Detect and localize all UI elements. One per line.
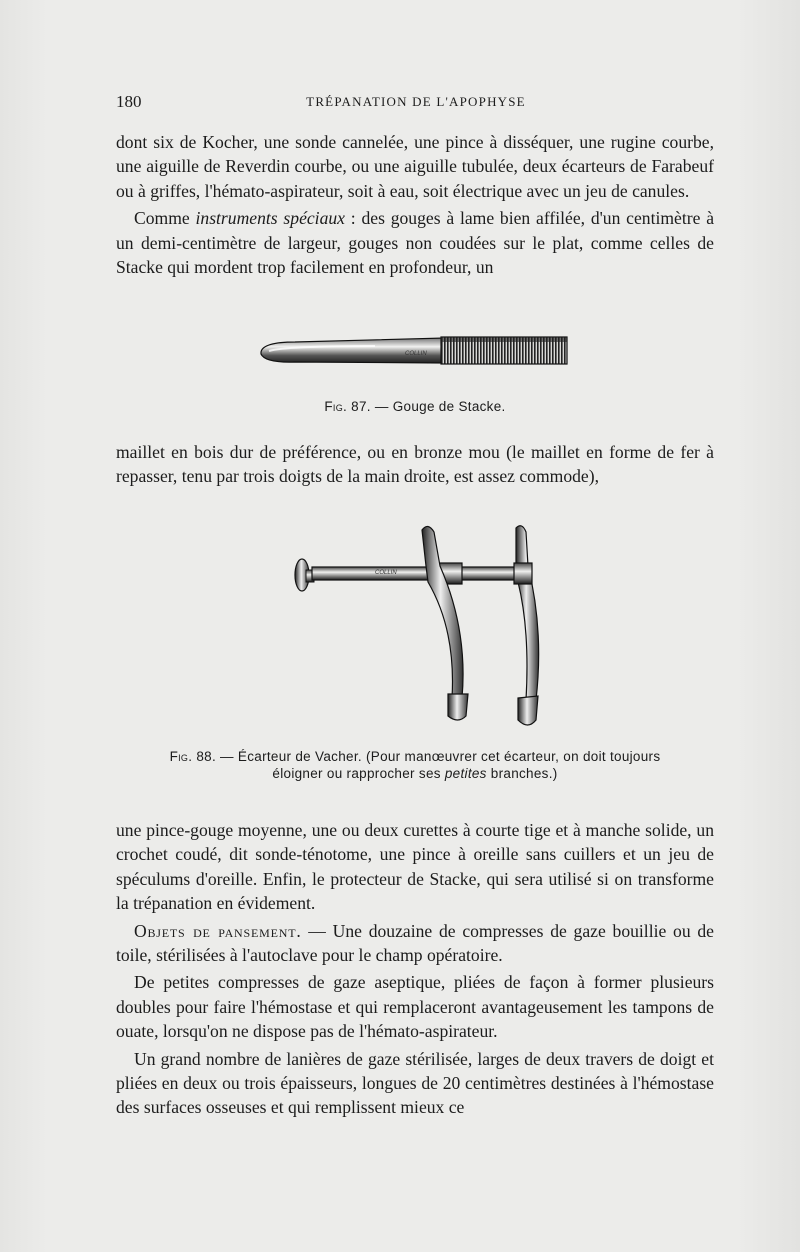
fig87-label: Fig. 87.	[324, 399, 371, 414]
figure-88-ecarteur-illustration	[290, 520, 550, 740]
fig88-line2-ital: petites	[444, 766, 487, 781]
fig88-text: — Écarteur de Vacher. (Pour manœuvrer cet écarteur, on doit toujours	[216, 749, 661, 764]
fig88-line2-post: branches.)	[486, 766, 558, 781]
figure-87-gouge-illustration	[255, 332, 575, 374]
paragraph-lanieres: Un grand nombre de lanières de gaze stérilisée, larges de deux travers de doigt et pliées en deux ou trois épaisseurs, longues de 20 centimètres destinées à l'hémostase des surfaces osseuses et qui remplissent mieux ce	[116, 1048, 714, 1118]
fig87-text: — Gouge de Stacke.	[370, 399, 506, 414]
text-block-middle	[116, 440, 714, 489]
page-header	[116, 92, 716, 112]
fig88-line2-pre: éloigner ou rapprocher ses	[272, 766, 445, 781]
paragraph-objets-pansement	[116, 919, 714, 968]
paragraph-compresses: De petites compresses de gaze aseptique, pliées de façon à former plusieurs doubles pour faire l'hémostase et qui remplaceront avantageusement les tampons de ouate, lorsqu'on ne dispose pas de l'hémato-aspirateur.	[116, 972, 714, 1042]
fig88-engraving: COLLIN	[375, 570, 397, 576]
fig87-engraving: COLLIN	[405, 351, 427, 357]
page-number: 180	[116, 92, 142, 111]
paragraph-pince-gouge: une pince-gouge moyenne, une ou deux curettes à courte tige et à manche solide, un crochet coudé, dit sonde-ténotome, une pince à oreille sans cuillers et un jeu de spéculums d'oreille. Enfin, le protecteur de Stacke, qui sera utilisé si on transforme la trépanation en évidement.	[116, 820, 714, 914]
figure-88-caption	[116, 748, 714, 782]
text-block-lower	[116, 818, 714, 1120]
fig88-caption-line1	[116, 748, 714, 765]
running-title: TRÉPANATION DE L'APOPHYSE	[306, 94, 526, 109]
text-block-top	[116, 130, 714, 279]
objets-text: — Une douzaine de compresses de gaze bouillie ou de toile, stérilisées à l'autoclave pour le champ opératoire.	[116, 920, 714, 966]
fig88-caption-line2	[116, 765, 714, 782]
special-italic: instruments spéciaux	[195, 208, 345, 229]
paragraph-special-instruments	[116, 206, 714, 279]
special-lead: Comme	[134, 208, 196, 229]
paragraph-maillet: maillet en bois dur de préférence, ou en bronze mou (le maillet en forme de fer à repasser, tenu par trois doigts de la main droite, est assez commode),	[116, 442, 714, 487]
fig88-label: Fig. 88.	[169, 749, 216, 764]
figure-87-caption	[116, 398, 714, 415]
paragraph-instruments: dont six de Kocher, une sonde cannelée, une pince à disséquer, une rugine courbe, une aiguille de Reverdin courbe, ou une aiguille tubulée, deux écarteurs de Farabeuf ou à griffes, l'hémato-aspirateur, soit à eau, soit électrique avec un jeu de canules.	[116, 132, 714, 201]
special-rest: : des gouges à lame bien affilée, d'un centimètre à un demi-centimètre de largeur, gouges non coudées sur le plat, comme celles de Stacke qui mordent trop facilement en profondeur, un	[116, 208, 715, 278]
objets-heading: Objets de pansement.	[134, 920, 302, 941]
